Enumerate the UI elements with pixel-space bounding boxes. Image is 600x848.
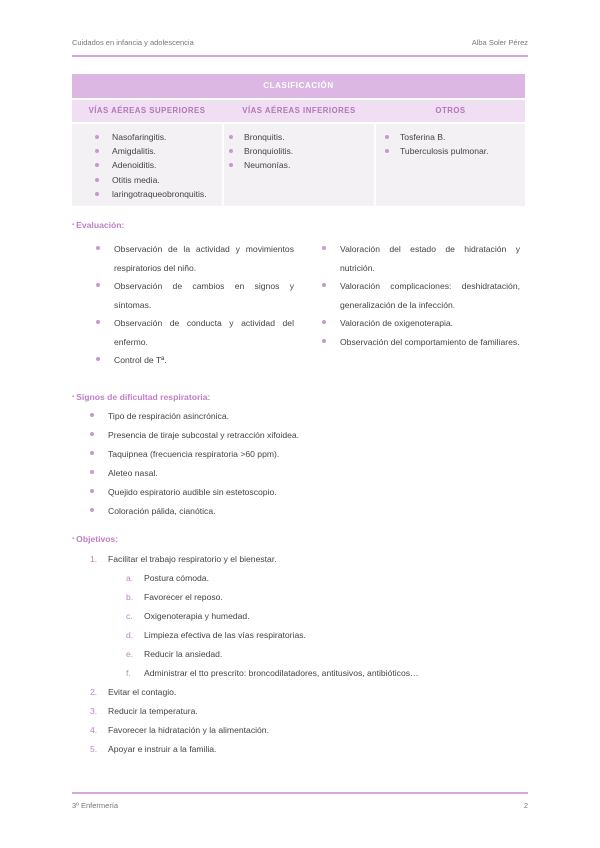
list-item: Tipo de respiración asincrónica. <box>108 407 508 426</box>
list-item <box>126 626 419 645</box>
item-text: Limpieza efectiva de las vías respiratorias. <box>144 630 306 640</box>
list-item <box>126 588 419 607</box>
table-cell-others <box>376 124 525 206</box>
item-text: Favorecer la hidratación y la alimentación. <box>108 725 269 735</box>
list-item: Observación del comportamiento de familiares. <box>340 333 520 352</box>
list-item <box>90 683 269 702</box>
list-item: Adenoiditis. <box>72 158 222 172</box>
list-item: Bronquitis. <box>224 130 374 144</box>
header-author: Alba Soler Pérez <box>471 38 528 47</box>
item-text: Facilitar el trabajo respiratorio y el bienestar. <box>108 554 277 564</box>
item-text: Evitar el contagio. <box>108 687 177 697</box>
list-item: laringotraqueobronquitis. <box>72 187 222 201</box>
item-number: 5. <box>90 744 98 754</box>
item-text: Reducir la ansiedad. <box>144 649 223 659</box>
list-item: Observación de la actividad y movimientos respiratorios del niño. <box>114 240 294 277</box>
list-item <box>90 721 269 740</box>
item-text: Oxigenoterapia y humedad. <box>144 611 250 621</box>
list-item <box>126 569 419 588</box>
item-letter: f. <box>126 668 131 678</box>
classification-table <box>72 74 525 206</box>
list-item <box>90 702 269 721</box>
objectives-list-continued <box>90 683 269 759</box>
evaluation-list-right <box>340 240 520 351</box>
signs-list <box>108 407 508 521</box>
section-title-text: Signos de dificultad respiratoria: <box>76 392 211 402</box>
list-item: Bronquiolitis. <box>224 144 374 158</box>
table-body <box>72 124 525 206</box>
section-title-objetivos <box>72 534 118 544</box>
section-bullet-icon: ▪ <box>72 394 75 400</box>
item-text: Favorecer el reposo. <box>144 592 223 602</box>
list-item: Tuberculosis pulmonar. <box>376 144 525 158</box>
column-header-upper-airways: VÍAS AÉREAS SUPERIORES <box>88 106 206 115</box>
column-header-others: OTROS <box>435 106 466 115</box>
section-bullet-icon: ▪ <box>72 222 75 228</box>
header-divider <box>72 55 528 57</box>
section-title-signos <box>72 392 210 402</box>
list-item: Valoración del estado de hidratación y nutrición. <box>340 240 520 277</box>
list-item: Tosferina B. <box>376 130 525 144</box>
list-item: Presencia de tiraje subcostal y retracción xifoidea. <box>108 426 508 445</box>
list-item: Nasofaringitis. <box>72 130 222 144</box>
item-number: 1. <box>90 554 98 564</box>
section-title-text: Objetivos: <box>76 534 119 544</box>
list-item: Valoración complicaciones: deshidratación, generalización de la infección. <box>340 277 520 314</box>
section-title-text: Evaluación: <box>76 220 125 230</box>
column-header-lower-airways: VÍAS AÉREAS INFERIORES <box>242 106 356 115</box>
footer-course: 3º Enfermería <box>72 801 119 810</box>
table-cell-upper-airways <box>72 124 222 206</box>
item-text: Postura cómoda. <box>144 573 209 583</box>
list-item <box>126 645 419 664</box>
table-cell-lower-airways <box>224 124 374 206</box>
list-item <box>126 607 419 626</box>
item-number: 2. <box>90 687 98 697</box>
item-number: 3. <box>90 706 98 716</box>
list-item: Observación de conducta y actividad del enfermo. <box>114 314 294 351</box>
list-item: Taquipnea (frecuencia respiratoria >60 ppm). <box>108 445 508 464</box>
section-title-evaluacion <box>72 220 124 230</box>
table-column-headers <box>72 100 525 122</box>
list-item: Quejido espiratorio audible sin estetoscopio. <box>108 483 508 502</box>
table-title: CLASIFICACIÓN <box>72 74 525 98</box>
list-item: Otitis media. <box>72 173 222 187</box>
item-letter: c. <box>126 611 133 621</box>
evaluation-list-left <box>114 240 294 370</box>
list-item: Coloración pálida, cianótica. <box>108 502 508 521</box>
item-letter: e. <box>126 649 134 659</box>
objectives-list <box>90 550 277 569</box>
page-number: 2 <box>523 801 528 810</box>
list-item: Control de Tª. <box>114 351 294 370</box>
footer-divider <box>72 792 528 794</box>
item-number: 4. <box>90 725 98 735</box>
section-bullet-icon: ▪ <box>72 536 75 542</box>
list-item <box>126 664 419 683</box>
page-header <box>72 38 528 50</box>
item-letter: d. <box>126 630 134 640</box>
item-text: Administrar el tto prescrito: broncodilatadores, antitusivos, antibióticos… <box>144 668 419 678</box>
header-course-title: Cuidados en infancia y adolescencia <box>72 38 194 47</box>
item-text: Reducir la temperatura. <box>108 706 198 716</box>
list-item <box>90 550 277 569</box>
list-item: Valoración de oxigenoterapia. <box>340 314 520 333</box>
objectives-sublist <box>126 569 419 683</box>
list-item <box>90 740 269 759</box>
list-item: Amigdalitis. <box>72 144 222 158</box>
list-item: Aleteo nasal. <box>108 464 508 483</box>
item-letter: a. <box>126 573 134 583</box>
item-letter: b. <box>126 592 134 602</box>
list-item: Neumonías. <box>224 158 374 172</box>
list-item: Observación de cambios en signos y síntomas. <box>114 277 294 314</box>
item-text: Apoyar e instruir a la familia. <box>108 744 217 754</box>
